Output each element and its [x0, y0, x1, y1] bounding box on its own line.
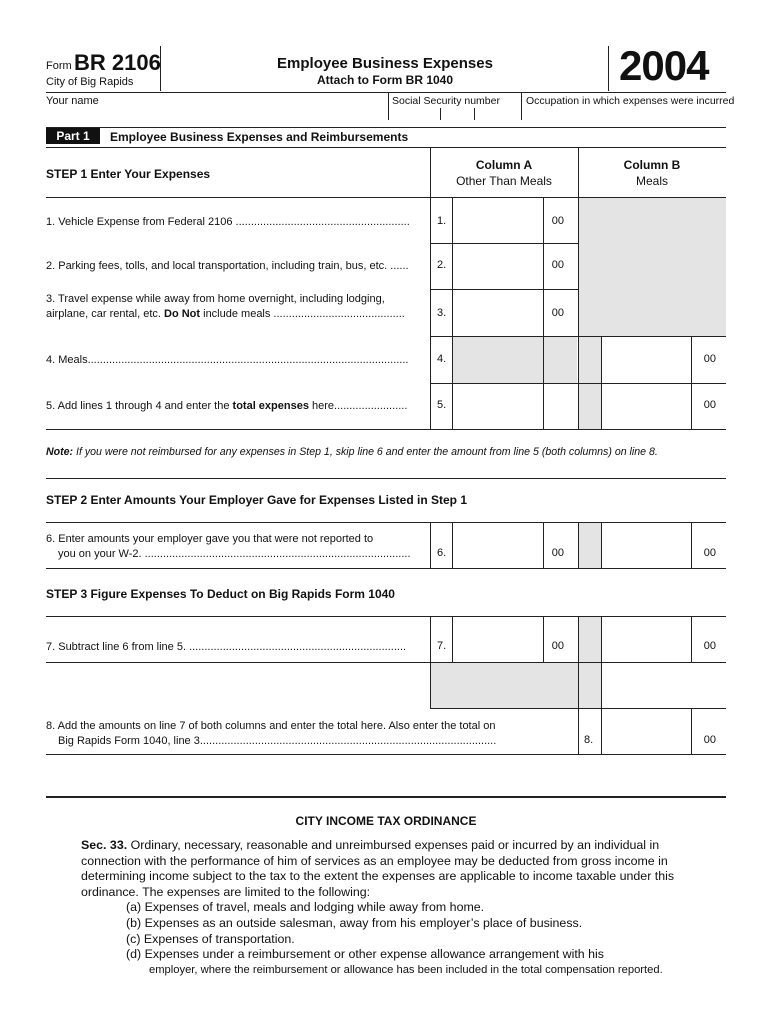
- line6-col-a-cents: 00: [551, 547, 564, 559]
- line6-number: 6.: [437, 547, 447, 559]
- line7-label: 7. Subtract line 6 from line 5. .......................................................................: [46, 641, 407, 653]
- col-b-sub: Meals: [635, 174, 668, 188]
- line5-label: [46, 399, 407, 414]
- line8-cents: 00: [703, 734, 716, 746]
- part1-top-rule: [46, 127, 726, 128]
- line3-label-1: 3. Travel expense while away from home overnight, including lodging,: [46, 293, 385, 305]
- step3-header-rule: [46, 616, 726, 617]
- note-label: Note:: [46, 446, 74, 458]
- line8-number: 8.: [584, 734, 594, 746]
- line6-col-b-field[interactable]: [604, 532, 692, 562]
- attach-note: Attach to Form BR 1040: [316, 73, 454, 87]
- line6-label-2: you on your W-2. .......................................................................................: [58, 548, 411, 560]
- row5-bottom: [46, 429, 726, 430]
- col-a-sub: Other Than Meals: [456, 174, 552, 188]
- ssn-divider: [388, 92, 389, 120]
- line3-col-a-cents: 00: [551, 307, 564, 319]
- ordinance-line-4: ordinance. The expenses are limited to the following:: [81, 884, 371, 899]
- line4-col-b-field[interactable]: [604, 344, 692, 374]
- step3-title: STEP 3 Figure Expenses To Deduct on Big Rapids Form 1040: [46, 587, 395, 601]
- grid-col-a-amount-left: [452, 197, 453, 429]
- form-header: [0, 0, 770, 110]
- ordinance-item-d-cont: employer, where the reimbursement or allowance has been included in the total compensation reported.: [149, 963, 663, 976]
- note: [46, 446, 658, 458]
- ssn-tick-1: [440, 108, 441, 120]
- line8-num-left: [578, 708, 579, 754]
- line7-bottom: [46, 662, 726, 663]
- ordinance-line-2: connection with the performance of him of services as an employee may be deducted from gross income in: [81, 853, 668, 868]
- step2-title: STEP 2 Enter Amounts Your Employer Gave for Expenses Listed in Step 1: [46, 493, 468, 507]
- row1-bottom: [430, 243, 578, 244]
- col-a-title: Column A: [475, 158, 533, 172]
- line7-col-a-cents: 00: [551, 640, 564, 652]
- line1-number: 1.: [437, 215, 447, 227]
- ordinance-item-c: (c) Expenses of transportation.: [126, 931, 295, 946]
- line3-do-not: Do Not: [164, 308, 201, 320]
- line7-col-b-field[interactable]: [604, 626, 692, 656]
- form-number: BR 2106: [74, 50, 161, 75]
- col-a-shaded-line-4: [453, 337, 577, 383]
- line6-col-b-cents: 00: [703, 547, 716, 559]
- ordinance-item-a: (a) Expenses of travel, meals and lodging while away from home.: [126, 900, 485, 915]
- line8-total-field[interactable]: [604, 719, 692, 749]
- line6-col-b-amount-left: [601, 522, 602, 568]
- grid-num-left: [430, 197, 431, 429]
- part1-bottom-rule: [46, 147, 726, 148]
- line6-col-b-left: [578, 522, 579, 568]
- line2-col-a-cents: 00: [551, 259, 564, 271]
- line2-col-a-field[interactable]: [455, 250, 544, 280]
- line7-col-a-field[interactable]: [455, 626, 544, 656]
- ordinance-title: CITY INCOME TAX ORDINANCE: [295, 814, 477, 828]
- line4-number: 4.: [437, 353, 447, 365]
- line2-number: 2.: [437, 259, 447, 271]
- your-name-label: Your name: [46, 95, 99, 107]
- step2-top-rule: [46, 478, 726, 479]
- ordinance-line-3: determining income subject to the tax to the extent the expenses are applicable to income taxable under this: [81, 869, 675, 884]
- tax-year: 2004: [619, 42, 709, 89]
- grid-col-b-left: [578, 197, 579, 429]
- step1-title: STEP 1 Enter Your Expenses: [46, 167, 211, 181]
- ordinance-top-rule: [46, 796, 726, 798]
- city-name: City of Big Rapids: [46, 76, 134, 88]
- line7-number: 7.: [437, 640, 447, 652]
- line1-label: 1. Vehicle Expense from Federal 2106 .........................................................: [46, 216, 410, 228]
- col-a-header-left: [430, 147, 431, 197]
- part1-badge: [46, 128, 100, 144]
- ordinance-sec-label: Sec. 33.: [81, 838, 128, 852]
- line5-col-b-cents: 00: [703, 399, 716, 411]
- header-divider-left: [160, 46, 161, 91]
- name-row-top: [46, 92, 726, 93]
- your-name-field[interactable]: [46, 106, 376, 119]
- occupation-label: Occupation in which expenses were incurred: [526, 95, 735, 107]
- line5-total-expenses: total expenses: [232, 400, 309, 412]
- ordinance-item-d: (d) Expenses under a reimbursement or other expense allowance arrangement with his: [126, 947, 604, 962]
- row4-bottom: [430, 383, 726, 384]
- line5-label-pre: 5. Add lines 1 through 4 and enter the: [46, 400, 233, 412]
- ordinance-text: [81, 838, 741, 978]
- ssn-tick-2: [474, 108, 475, 120]
- ordinance-line-1: [81, 838, 741, 854]
- part1-badge-text: Part 1: [56, 129, 90, 143]
- col-b-title: Column B: [623, 158, 681, 172]
- line3-number: 3.: [437, 307, 447, 319]
- line1-col-a-field[interactable]: [455, 205, 544, 235]
- line3-col-a-field[interactable]: [455, 297, 544, 327]
- line3-label-2-pre: airplane, car rental, etc.: [46, 308, 165, 320]
- line8-label-1: 8. Add the amounts on line 7 of both columns and enter the total here. Also enter the total on: [46, 720, 496, 732]
- ordinance-sec-line1: Ordinary, necessary, reasonable and unreimbursed expenses paid or incurred by an individual in: [127, 838, 660, 852]
- line5-label-post: here........................: [308, 400, 408, 412]
- col-b-shaded-lines-1-3: [579, 198, 726, 336]
- line6-col-a-amount-left: [452, 522, 453, 568]
- line6-label-1: 6. Enter amounts your employer gave you that were not reported to: [46, 533, 374, 545]
- line4-col-b-cents: 00: [703, 353, 716, 365]
- occupation-field[interactable]: [526, 106, 724, 119]
- line5-col-b-field[interactable]: [604, 390, 692, 420]
- line1-col-a-cents: 00: [551, 215, 564, 227]
- row2-bottom: [430, 289, 578, 290]
- line7-col-b-cents: 00: [703, 640, 716, 652]
- line5-number: 5.: [437, 399, 447, 411]
- header-divider-right: [608, 46, 609, 91]
- part1-title: Employee Business Expenses and Reimbursements: [110, 130, 409, 144]
- ordinance-item-b: (b) Expenses as an outside salesman, away from his employer’s place of business.: [126, 915, 583, 930]
- line8-bottom: [46, 754, 726, 755]
- line6-num-left: [430, 522, 431, 568]
- line3-label-2-post: include meals ...........................................: [200, 308, 405, 320]
- col-b-header-left: [578, 147, 579, 197]
- line6-col-a-field[interactable]: [455, 532, 544, 562]
- step2-header-rule: [46, 522, 726, 523]
- line6-bottom: [46, 568, 726, 569]
- form-prefix: Form: [46, 60, 72, 72]
- col-a-shaded-below-line7: [431, 663, 578, 708]
- line4-label: 4. Meals.........................................................................................................: [46, 354, 409, 366]
- ssn-label: Social Security number: [392, 95, 500, 107]
- line7-col-a-amount-left: [452, 616, 453, 663]
- occupation-divider: [521, 92, 522, 120]
- line5-col-a-field[interactable]: [455, 390, 544, 420]
- line8-label-2: Big Rapids Form 1040, line 3.................................................................................................: [58, 735, 497, 747]
- row3-bottom: [430, 336, 726, 337]
- line2-label: 2. Parking fees, tolls, and local transportation, including train, bus, etc. ......: [46, 260, 409, 272]
- line3-label-2: [46, 307, 405, 322]
- form-title: Employee Business Expenses: [277, 55, 493, 72]
- line6-shaded-strip: [579, 523, 601, 568]
- note-text: If you were not reimbursed for any expenses in Step 1, skip line 6 and enter the amount from line 5 (both columns) on line 8.: [73, 446, 658, 458]
- line8-amount-left: [601, 708, 602, 754]
